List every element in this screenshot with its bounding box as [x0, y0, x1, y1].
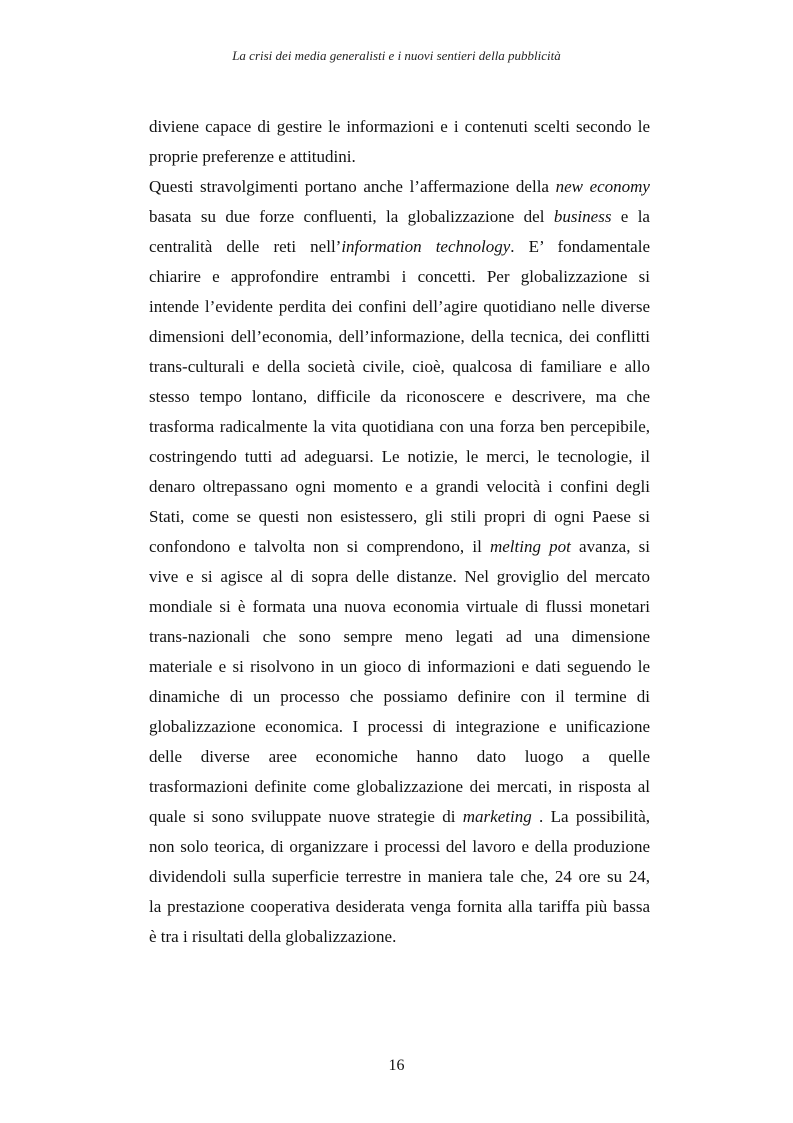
text-run: dividendoli sulla superficie terrestre in maniera tale che, 24 ore su 24, [149, 867, 650, 886]
text-run: proprie preferenze e attitudini. [149, 147, 356, 166]
text-run: stesso tempo lontano, difficile da riconoscere e descrivere, ma che [149, 387, 650, 406]
text-line [149, 202, 650, 232]
text-run: Questi stravolgimenti portano anche l’affermazione della [149, 177, 556, 196]
text-run: centralità delle reti nell’ [149, 237, 342, 256]
running-header: La crisi dei media generalisti e i nuovi sentieri della pubblicità [232, 48, 561, 63]
text-line [149, 892, 650, 922]
text-run: intende l’evidente perdita dei confini dell’agire quotidiano nelle diverse [149, 297, 650, 316]
text-run: basata su due forze confluenti, la globalizzazione del [149, 207, 554, 226]
text-run: chiarire e approfondire entrambi i concetti. Per globalizzazione si [149, 267, 650, 286]
text-line [149, 262, 650, 292]
text-run: . La possibilità, [531, 807, 650, 826]
text-run: Stati, come se questi non esistessero, gli stili propri di ogni Paese si [149, 507, 650, 526]
text-run: denaro oltrepassano ogni momento e a grandi velocità i confini degli [149, 477, 650, 496]
text-run: la prestazione cooperativa desiderata venga fornita alla tariffa più bassa [149, 897, 650, 916]
text-line [149, 442, 650, 472]
text-line [149, 412, 650, 442]
text-run: . E’ fondamentale [510, 237, 650, 256]
text-line [149, 682, 650, 712]
italic-term: new economy [555, 177, 650, 196]
text-run: trans-culturali e della società civile, cioè, qualcosa di familiare e allo [149, 357, 650, 376]
text-line [149, 532, 650, 562]
text-run: delle diverse aree economiche hanno dato luogo a quelle [149, 747, 650, 766]
text-line [149, 772, 650, 802]
text-run: dinamiche di un processo che possiamo definire con il termine di [149, 687, 650, 706]
text-line [149, 922, 650, 952]
text-line [149, 622, 650, 652]
italic-term: information technology [341, 237, 511, 256]
text-line [149, 562, 650, 592]
text-run: vive e si agisce al di sopra delle distanze. Nel groviglio del mercato [149, 567, 650, 586]
text-line [149, 502, 650, 532]
text-line [149, 742, 650, 772]
text-run: mondiale si è formata una nuova economia virtuale di flussi monetari [149, 597, 650, 616]
text-run: trasformazioni definite come globalizzazione dei mercati, in risposta al [149, 777, 650, 796]
text-run: dimensioni dell’economia, dell’informazione, della tecnica, dei conflitti [149, 327, 650, 346]
page-number: 16 [388, 1057, 405, 1074]
text-line [149, 352, 650, 382]
text-run: e la [611, 207, 650, 226]
italic-term: melting pot [489, 537, 571, 556]
text-line [149, 112, 650, 142]
text-line [149, 472, 650, 502]
text-run: costringendo tutti ad adeguarsi. Le notizie, le merci, le tecnologie, il [149, 447, 650, 466]
text-line [149, 832, 650, 862]
text-line [149, 382, 650, 412]
text-line [149, 142, 650, 172]
text-line [149, 292, 650, 322]
text-run: è tra i risultati della globalizzazione. [149, 927, 397, 946]
text-run: quale si sono sviluppate nuove strategie di [149, 807, 463, 826]
text-line [149, 592, 650, 622]
text-line [149, 322, 650, 352]
text-line [149, 652, 650, 682]
text-run: materiale e si risolvono in un gioco di informazioni e dati seguendo le [149, 657, 650, 676]
italic-term: marketing [462, 807, 532, 826]
body-text [149, 112, 650, 952]
text-line [149, 802, 650, 832]
text-run: avanza, si [570, 537, 650, 556]
text-run: trasforma radicalmente la vita quotidiana con una forza ben percepibile, [149, 417, 650, 436]
italic-term: business [553, 207, 612, 226]
text-run: diviene capace di gestire le informazioni e i contenuti scelti secondo le [149, 117, 650, 136]
text-line [149, 172, 650, 202]
text-run: non solo teorica, di organizzare i processi del lavoro e della produzione [149, 837, 650, 856]
text-run: confondono e talvolta non si comprendono, il [149, 537, 490, 556]
text-line [149, 232, 650, 262]
text-run: trans-nazionali che sono sempre meno legati ad una dimensione [149, 627, 650, 646]
text-line [149, 862, 650, 892]
text-run: globalizzazione economica. I processi di integrazione e unificazione [149, 717, 650, 736]
text-line [149, 712, 650, 742]
